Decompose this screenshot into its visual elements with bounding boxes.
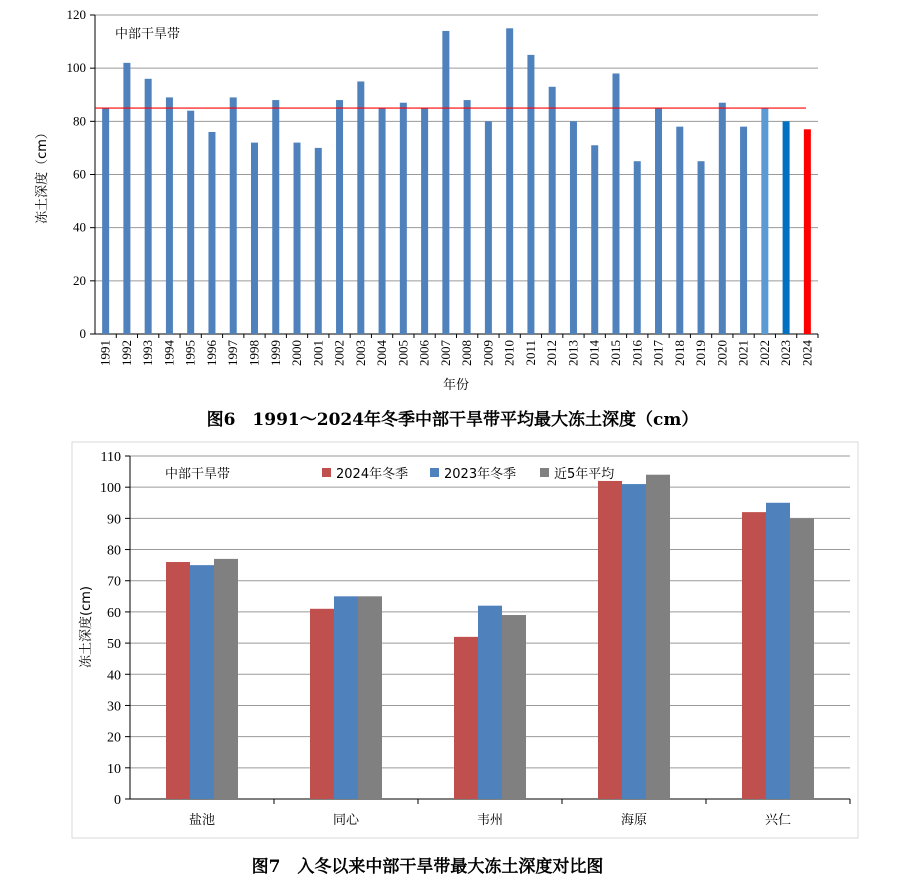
bar-1992 — [123, 63, 130, 334]
x-tick-label: 兴仁 — [764, 813, 792, 828]
bar-2004 — [379, 108, 386, 334]
bar-2002 — [336, 100, 343, 334]
x-tick-label: 1995 — [182, 340, 198, 366]
bar-2020 — [719, 103, 726, 334]
legend-label: 2023年冬季 — [444, 467, 517, 482]
x-tick-label: 2012 — [544, 340, 560, 366]
y-tick-label: 50 — [107, 637, 121, 653]
x-tick-label: 2003 — [352, 340, 368, 366]
bar-2011 — [527, 55, 534, 334]
x-tick-label: 1998 — [246, 340, 262, 366]
x-tick-label: 1999 — [267, 340, 283, 366]
x-tick-label: 2017 — [650, 340, 666, 366]
bar-1991 — [102, 108, 109, 334]
x-tick-label: 2013 — [565, 340, 581, 366]
x-tick-label: 同心 — [332, 813, 360, 828]
y-tick-label: 40 — [73, 219, 86, 235]
bar-1994 — [166, 97, 173, 334]
bar-2013 — [570, 121, 577, 334]
x-tick-label: 1997 — [225, 340, 241, 366]
x-tick-label: 2005 — [395, 340, 411, 366]
y-tick-label: 0 — [79, 326, 86, 341]
bar-1993 — [145, 79, 152, 334]
bar-兴仁-1 — [742, 512, 766, 799]
x-tick-label: 2019 — [693, 340, 709, 366]
chart-title: 中部干旱带 — [115, 27, 181, 42]
y-tick-label: 20 — [73, 272, 86, 288]
y-tick-label: 30 — [107, 699, 121, 715]
y-tick-label: 100 — [66, 60, 86, 76]
bar-1997 — [230, 97, 237, 334]
y-tick-label: 70 — [107, 574, 121, 590]
bar-2008 — [464, 100, 471, 334]
y-tick-label: 60 — [107, 605, 121, 621]
bar-1998 — [251, 143, 258, 334]
x-tick-label: 2007 — [437, 340, 453, 366]
x-tick-label: 2009 — [480, 340, 496, 367]
x-tick-label: 1991 — [97, 340, 113, 366]
bar-同心-1 — [310, 609, 334, 799]
x-tick-label: 韦州 — [476, 813, 504, 828]
x-tick-label: 海原 — [620, 813, 648, 828]
bar-2017 — [655, 108, 662, 334]
bar-2010 — [506, 28, 513, 334]
bar-2018 — [676, 127, 683, 334]
x-tick-label: 1993 — [140, 340, 156, 366]
x-tick-label: 2001 — [310, 340, 326, 366]
x-tick-label: 2022 — [756, 340, 772, 366]
x-tick-label: 2014 — [586, 340, 602, 366]
x-tick-label: 2021 — [735, 340, 751, 366]
y-tick-label: 0 — [114, 793, 121, 808]
bar-2007 — [442, 31, 449, 334]
x-tick-label: 2015 — [607, 340, 623, 366]
y-tick-label: 20 — [107, 730, 121, 746]
bar-2023 — [783, 121, 790, 334]
bar-海原-3 — [646, 475, 670, 799]
bar-2012 — [549, 87, 556, 334]
y-tick-label: 80 — [107, 543, 121, 559]
bar-盐池-2 — [190, 565, 214, 799]
x-tick-label: 2011 — [522, 340, 538, 366]
bar-韦州-3 — [502, 615, 526, 799]
legend-swatch — [540, 468, 549, 477]
x-tick-label: 2023 — [778, 340, 794, 366]
legend-swatch — [430, 468, 439, 477]
x-tick-label: 2010 — [501, 340, 517, 366]
bar-盐池-3 — [214, 559, 238, 799]
y-tick-label: 40 — [107, 668, 121, 684]
x-tick-label: 2016 — [629, 340, 645, 366]
bar-韦州-1 — [454, 637, 478, 799]
x-tick-label: 1994 — [161, 340, 177, 366]
x-tick-label: 2006 — [416, 340, 432, 366]
bar-2005 — [400, 103, 407, 334]
chart-1 — [0, 0, 905, 400]
figure-7-caption: 图7 入冬以来中部干旱带最大冻土深度对比图 — [251, 857, 604, 877]
legend-label: 近5年平均 — [554, 467, 615, 482]
bar-2003 — [357, 81, 364, 334]
x-tick-label: 2018 — [671, 340, 687, 366]
bar-海原-1 — [598, 481, 622, 799]
y-axis-label: 冻土深度(cm) — [79, 586, 94, 668]
x-tick-label: 2000 — [289, 340, 305, 366]
bar-盐池-1 — [166, 562, 190, 799]
x-tick-label: 2002 — [331, 340, 347, 366]
bar-同心-2 — [334, 596, 358, 799]
chart-2 — [0, 440, 905, 845]
legend-swatch — [322, 468, 331, 477]
y-axis-label: 冻土深度（cm） — [35, 126, 50, 224]
x-tick-label: 1996 — [203, 340, 219, 366]
bar-2015 — [612, 73, 619, 334]
bar-韦州-2 — [478, 606, 502, 799]
bar-1999 — [272, 100, 279, 334]
y-tick-label: 80 — [73, 113, 86, 129]
x-tick-label: 2008 — [459, 340, 475, 366]
bar-2006 — [421, 108, 428, 334]
bar-1995 — [187, 111, 194, 334]
bar-同心-3 — [358, 596, 382, 799]
bar-2000 — [294, 143, 301, 334]
bar-2021 — [740, 127, 747, 334]
bar-兴仁-3 — [790, 518, 814, 799]
y-tick-label: 100 — [100, 481, 121, 497]
bar-1996 — [208, 132, 215, 334]
bar-2024 — [804, 129, 811, 334]
y-tick-label: 90 — [107, 512, 121, 528]
bar-2014 — [591, 145, 598, 334]
figure-6-caption: 图6 1991～2024年冬季中部干旱带平均最大冻土深度（cm） — [206, 410, 699, 430]
bar-海原-2 — [622, 484, 646, 799]
bar-2016 — [634, 161, 641, 334]
chart-title: 中部干旱带 — [165, 467, 231, 482]
bar-2001 — [315, 148, 322, 334]
y-tick-label: 10 — [107, 761, 121, 777]
legend-label: 2024年冬季 — [336, 467, 409, 482]
bar-兴仁-2 — [766, 503, 790, 799]
y-tick-label: 110 — [100, 450, 121, 465]
y-tick-label: 60 — [73, 166, 86, 182]
x-tick-label: 盐池 — [188, 813, 216, 828]
y-tick-label: 120 — [66, 7, 86, 22]
x-tick-label: 2004 — [374, 340, 390, 366]
x-tick-label: 1992 — [118, 340, 134, 366]
bar-2009 — [485, 121, 492, 334]
bar-2022 — [761, 108, 768, 334]
x-tick-label: 2024 — [799, 340, 815, 366]
x-axis-label: 年份 — [442, 378, 470, 393]
x-tick-label: 2020 — [714, 340, 730, 366]
bar-2019 — [698, 161, 705, 334]
